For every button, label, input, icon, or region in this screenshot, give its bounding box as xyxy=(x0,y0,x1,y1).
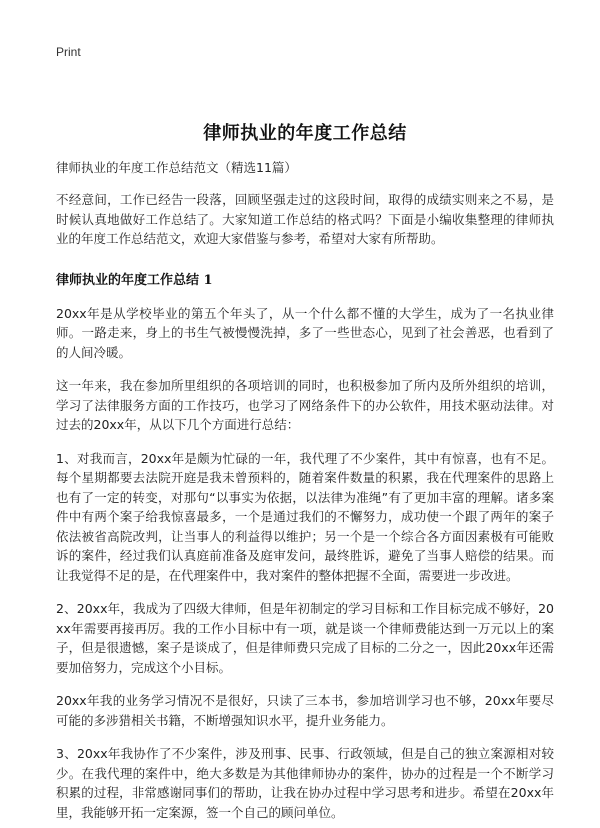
page-title: 律师执业的年度工作总结 xyxy=(203,123,407,144)
body-paragraph: 20xx年我的业务学习情况不是很好，只读了三本书，参加培训学习也不够，20xx年要尽可能的多涉猎相关书籍，不断增强知识水平，提升业务能力。 xyxy=(56,693,554,728)
body-paragraph: 1、对我而言，20xx年是颇为忙碌的一年，我代理了不少案件，其中有惊喜，也有不足。每个星期都要去法院开庭是我未曾预料的，随着案件数量的积累，我在代理案件的思路上也有了一定的转变，对那句“以事实为依据，以法律为准绳”有了更加丰富的理解。诸多案件中有两个案子给我惊喜最多，一个是通过我们的不懈努力，成功使一个跟了两年的案子依法被省高院改判，让当事人的利益得以维护；另一个是一个综合各方面因素极有可能败诉的案件，经过我们认真庭前准备及庭审发问，最终胜诉，避免了当事人赔偿的结果。而让我觉得不足的是，在代理案件中，我对案件的整体把握不全面，需要进一步改进。 xyxy=(56,450,554,583)
body-paragraph: 20xx年是从学校毕业的第五个年头了，从一个什么都不懂的大学生，成为了一名执业律师。一路走来，身上的书生气被慢慢洗掉，多了一些世态心，见到了社会善恶，也看到了的人间冷暖。 xyxy=(56,305,554,360)
body-paragraph: 2、20xx年，我成为了四级大律师，但是年初制定的学习目标和工作目标完成不够好，20xx年需要再接再厉。我的工作小目标中有一项，就是谈一个律师费能达到一万元以上的案子，但是很遗憾，案子是谈成了，但是律师费只完成了目标的二分之一，因此20xx年还需要加倍努力，完成这个小目标。 xyxy=(56,601,554,675)
intro-paragraph: 不经意间，工作已经告一段落，回顾坚强走过的这段时间，取得的成绩实则来之不易，是时候认真地做好工作总结了。大家知道工作总结的格式吗？下面是小编收集整理的律师执业的年度工作总结范文，欢迎大家借鉴与参考，希望对大家有所帮助。 xyxy=(56,192,554,246)
body-paragraph: 这一年来，我在参加所里组织的各项培训的同时，也积极参加了所内及所外组织的培训，学习了法律服务方面的工作技巧，也学习了网络条件下的办公软件，用技术驱动法律。对过去的20xx年，从以下几个方面进行总结： xyxy=(56,378,554,432)
section-heading: 律师执业的年度工作总结 1 xyxy=(56,272,213,288)
print-link[interactable]: Print xyxy=(56,45,81,59)
body-paragraph: 3、20xx年我协作了不少案件，涉及刑事、民事、行政领域，但是自己的独立案源相对较少。在我代理的案件中，绝大多数是为其他律师协办的案件，协办的过程是一个不断学习积累的过程，非常感谢同事们的帮助，让我在协办过程中学习思考和进步。希望在20xx年里，我能够开拓一定案源，签一个自己的顾问单位。 xyxy=(56,746,554,820)
document-subtitle: 律师执业的年度工作总结范文（精选11篇） xyxy=(56,160,297,175)
